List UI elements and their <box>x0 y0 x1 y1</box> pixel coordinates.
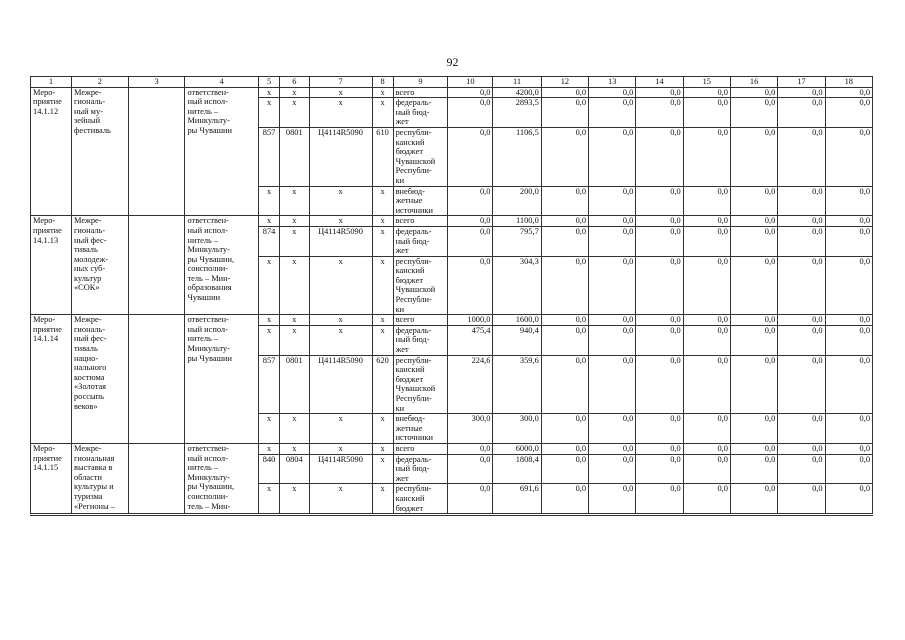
amount-cell: 0,0 <box>825 127 872 186</box>
amount-cell: 0,0 <box>636 325 683 355</box>
amount-cell: 0,0 <box>778 325 825 355</box>
amount-cell: 0,0 <box>683 127 730 186</box>
code-target-article: x <box>309 414 372 444</box>
amount-cell: 0,0 <box>541 443 588 454</box>
code-target-article: x <box>309 256 372 315</box>
amount-cell: 200,0 <box>493 186 541 216</box>
amount-cell: 0,0 <box>683 414 730 444</box>
measure-name: Межре- гиональ- ный фес- тиваль нацио- нального костюма «Золотая россыпь веков» <box>71 315 128 444</box>
amount-cell: 475,4 <box>448 325 493 355</box>
code-target-article: Ц4114R5090 <box>309 454 372 484</box>
funding-source: всего <box>393 443 448 454</box>
column-number: 2 <box>71 77 128 88</box>
amount-cell: 0,0 <box>636 454 683 484</box>
amount-cell: 0,0 <box>589 414 636 444</box>
measure-code: Меро- приятие 14.1.13 <box>31 216 72 315</box>
empty-cell <box>128 315 185 444</box>
amount-cell: 0,0 <box>778 98 825 128</box>
amount-cell: 0,0 <box>636 315 683 326</box>
amount-cell: 2893,5 <box>493 98 541 128</box>
amount-cell: 0,0 <box>636 484 683 514</box>
code-expense-type: x <box>372 454 393 484</box>
code-grbs: 840 <box>259 454 280 484</box>
amount-cell: 0,0 <box>541 484 588 514</box>
funding-source: федераль- ный бюд- жет <box>393 98 448 128</box>
page-number: 92 <box>446 55 459 69</box>
code-target-article: Ц4114R5090 <box>309 226 372 256</box>
amount-cell: 1100,0 <box>493 216 541 227</box>
empty-cell <box>128 87 185 216</box>
column-number: 15 <box>683 77 730 88</box>
measure-code: Меро- приятие 14.1.12 <box>31 87 72 216</box>
amount-cell: 0,0 <box>683 443 730 454</box>
amount-cell: 0,0 <box>730 216 777 227</box>
amount-cell: 0,0 <box>636 226 683 256</box>
amount-cell: 1600,0 <box>493 315 541 326</box>
code-target-article: x <box>309 325 372 355</box>
amount-cell: 1808,4 <box>493 454 541 484</box>
code-expense-type: x <box>372 325 393 355</box>
amount-cell: 0,0 <box>825 98 872 128</box>
amount-cell: 0,0 <box>636 98 683 128</box>
column-number-row <box>31 77 873 88</box>
amount-cell: 0,0 <box>589 454 636 484</box>
code-grbs: x <box>259 87 280 98</box>
column-number: 6 <box>280 77 309 88</box>
amount-cell: 0,0 <box>636 443 683 454</box>
amount-cell: 0,0 <box>730 87 777 98</box>
table-row <box>31 87 873 98</box>
code-section: 0801 <box>280 127 309 186</box>
code-expense-type: x <box>372 256 393 315</box>
amount-cell: 0,0 <box>448 127 493 186</box>
code-expense-type: x <box>372 87 393 98</box>
code-section: x <box>280 414 309 444</box>
amount-cell: 0,0 <box>778 414 825 444</box>
code-expense-type: x <box>372 414 393 444</box>
amount-cell: 0,0 <box>730 443 777 454</box>
amount-cell: 0,0 <box>683 454 730 484</box>
amount-cell: 0,0 <box>778 355 825 414</box>
amount-cell: 0,0 <box>683 256 730 315</box>
code-section: x <box>280 443 309 454</box>
amount-cell: 0,0 <box>589 443 636 454</box>
amount-cell: 1000,0 <box>448 315 493 326</box>
column-number: 1 <box>31 77 72 88</box>
code-grbs: 874 <box>259 226 280 256</box>
executor: ответствен- ный испол- нитель – Минкульту- ры Чувашии <box>185 87 259 216</box>
code-target-article: x <box>309 186 372 216</box>
amount-cell: 0,0 <box>448 216 493 227</box>
code-grbs: x <box>259 256 280 315</box>
table-body <box>31 77 873 514</box>
funding-source: республи- канский бюджет Чувашской Республи- ки <box>393 256 448 315</box>
code-target-article: x <box>309 443 372 454</box>
amount-cell: 0,0 <box>825 443 872 454</box>
amount-cell: 1106,5 <box>493 127 541 186</box>
amount-cell: 0,0 <box>683 87 730 98</box>
amount-cell: 0,0 <box>730 226 777 256</box>
code-expense-type: x <box>372 484 393 514</box>
amount-cell: 0,0 <box>541 127 588 186</box>
column-number: 7 <box>309 77 372 88</box>
amount-cell: 224,6 <box>448 355 493 414</box>
amount-cell: 0,0 <box>825 256 872 315</box>
amount-cell: 0,0 <box>730 256 777 315</box>
amount-cell: 0,0 <box>778 186 825 216</box>
code-grbs: x <box>259 216 280 227</box>
amount-cell: 0,0 <box>589 127 636 186</box>
code-grbs: x <box>259 186 280 216</box>
amount-cell: 0,0 <box>448 443 493 454</box>
amount-cell: 0,0 <box>825 414 872 444</box>
amount-cell: 0,0 <box>730 454 777 484</box>
amount-cell: 0,0 <box>636 186 683 216</box>
amount-cell: 0,0 <box>730 315 777 326</box>
column-number: 4 <box>185 77 259 88</box>
amount-cell: 0,0 <box>778 226 825 256</box>
code-expense-type: x <box>372 98 393 128</box>
code-grbs: 857 <box>259 355 280 414</box>
code-grbs: x <box>259 315 280 326</box>
amount-cell: 0,0 <box>778 443 825 454</box>
funding-source: республи- канский бюджет <box>393 484 448 514</box>
amount-cell: 0,0 <box>825 216 872 227</box>
amount-cell: 0,0 <box>683 186 730 216</box>
amount-cell: 691,6 <box>493 484 541 514</box>
amount-cell: 0,0 <box>589 315 636 326</box>
amount-cell: 0,0 <box>541 98 588 128</box>
funding-source: внебюд- жетные источники <box>393 414 448 444</box>
amount-cell: 0,0 <box>589 325 636 355</box>
amount-cell: 0,0 <box>730 186 777 216</box>
measure-code: Меро- приятие 14.1.15 <box>31 443 72 513</box>
amount-cell: 0,0 <box>636 127 683 186</box>
amount-cell: 0,0 <box>589 216 636 227</box>
amount-cell: 0,0 <box>589 87 636 98</box>
measure-name: Межре- гиональная выставка в области культуры и туризма «Регионы – <box>71 443 128 513</box>
code-grbs: x <box>259 414 280 444</box>
bottom-rule <box>30 515 873 516</box>
amount-cell: 0,0 <box>730 325 777 355</box>
code-target-article: x <box>309 87 372 98</box>
column-number: 11 <box>493 77 541 88</box>
amount-cell: 0,0 <box>636 355 683 414</box>
funding-source: внебюд- жетные источники <box>393 186 448 216</box>
column-number: 16 <box>730 77 777 88</box>
column-number: 3 <box>128 77 185 88</box>
amount-cell: 0,0 <box>541 454 588 484</box>
measure-name: Межре- гиональ- ный фес- тиваль молодеж- ных суб- культур «СОК» <box>71 216 128 315</box>
amount-cell: 0,0 <box>825 186 872 216</box>
code-section: x <box>280 87 309 98</box>
amount-cell: 0,0 <box>541 315 588 326</box>
amount-cell: 0,0 <box>448 454 493 484</box>
empty-cell <box>128 216 185 315</box>
column-number: 8 <box>372 77 393 88</box>
code-expense-type: x <box>372 315 393 326</box>
amount-cell: 0,0 <box>825 355 872 414</box>
amount-cell: 940,4 <box>493 325 541 355</box>
amount-cell: 4200,0 <box>493 87 541 98</box>
executor: ответствен- ный испол- нитель – Минкульту- ры Чувашии, соисполни- тель – Мин- <box>185 443 259 513</box>
amount-cell: 0,0 <box>589 484 636 514</box>
code-expense-type: 620 <box>372 355 393 414</box>
amount-cell: 0,0 <box>589 355 636 414</box>
amount-cell: 0,0 <box>636 414 683 444</box>
amount-cell: 0,0 <box>825 315 872 326</box>
amount-cell: 0,0 <box>730 484 777 514</box>
code-grbs: 857 <box>259 127 280 186</box>
code-target-article: Ц4114R5090 <box>309 355 372 414</box>
funding-source: федераль- ный бюд- жет <box>393 325 448 355</box>
amount-cell: 0,0 <box>541 226 588 256</box>
amount-cell: 6000,0 <box>493 443 541 454</box>
amount-cell: 0,0 <box>778 127 825 186</box>
code-section: x <box>280 226 309 256</box>
amount-cell: 0,0 <box>589 256 636 315</box>
amount-cell: 0,0 <box>448 226 493 256</box>
amount-cell: 795,7 <box>493 226 541 256</box>
amount-cell: 304,3 <box>493 256 541 315</box>
executor: ответствен- ный испол- нитель – Минкульту- ры Чувашии, соисполни- тель – Мин- образования Чувашии <box>185 216 259 315</box>
amount-cell: 0,0 <box>448 87 493 98</box>
code-target-article: x <box>309 216 372 227</box>
amount-cell: 0,0 <box>448 98 493 128</box>
code-target-article: x <box>309 98 372 128</box>
code-section: x <box>280 216 309 227</box>
column-number: 14 <box>636 77 683 88</box>
amount-cell: 0,0 <box>541 355 588 414</box>
amount-cell: 0,0 <box>730 414 777 444</box>
amount-cell: 0,0 <box>730 127 777 186</box>
amount-cell: 0,0 <box>448 484 493 514</box>
measure-code: Меро- приятие 14.1.14 <box>31 315 72 444</box>
amount-cell: 300,0 <box>493 414 541 444</box>
code-expense-type: x <box>372 443 393 454</box>
column-number: 9 <box>393 77 448 88</box>
amount-cell: 0,0 <box>589 98 636 128</box>
code-target-article: x <box>309 315 372 326</box>
amount-cell: 300,0 <box>448 414 493 444</box>
table-row <box>31 443 873 454</box>
empty-cell <box>128 443 185 513</box>
amount-cell: 0,0 <box>683 226 730 256</box>
amount-cell: 0,0 <box>683 355 730 414</box>
funding-source: федераль- ный бюд- жет <box>393 226 448 256</box>
code-section: x <box>280 484 309 514</box>
amount-cell: 0,0 <box>448 256 493 315</box>
column-number: 12 <box>541 77 588 88</box>
code-grbs: x <box>259 325 280 355</box>
amount-cell: 0,0 <box>683 325 730 355</box>
code-expense-type: x <box>372 226 393 256</box>
code-expense-type: x <box>372 216 393 227</box>
code-section: x <box>280 325 309 355</box>
code-target-article: x <box>309 484 372 514</box>
amount-cell: 0,0 <box>589 226 636 256</box>
amount-cell: 359,6 <box>493 355 541 414</box>
funding-source: всего <box>393 87 448 98</box>
amount-cell: 0,0 <box>589 186 636 216</box>
amount-cell: 0,0 <box>778 315 825 326</box>
amount-cell: 0,0 <box>825 484 872 514</box>
column-number: 17 <box>778 77 825 88</box>
amount-cell: 0,0 <box>541 216 588 227</box>
code-section: 0801 <box>280 355 309 414</box>
amount-cell: 0,0 <box>683 216 730 227</box>
amount-cell: 0,0 <box>730 355 777 414</box>
amount-cell: 0,0 <box>825 454 872 484</box>
executor: ответствен- ный испол- нитель – Минкульту- ры Чувашии <box>185 315 259 444</box>
column-number: 13 <box>589 77 636 88</box>
measure-name: Межре- гиональ- ный му- зейный фестиваль <box>71 87 128 216</box>
code-grbs: x <box>259 443 280 454</box>
funding-source: республи- канский бюджет Чувашской Республи- ки <box>393 355 448 414</box>
column-number: 18 <box>825 77 872 88</box>
column-number: 5 <box>259 77 280 88</box>
amount-cell: 0,0 <box>730 98 777 128</box>
code-section: x <box>280 256 309 315</box>
budget-table <box>30 76 873 514</box>
code-section: x <box>280 186 309 216</box>
amount-cell: 0,0 <box>683 315 730 326</box>
amount-cell: 0,0 <box>541 186 588 216</box>
amount-cell: 0,0 <box>541 256 588 315</box>
code-expense-type: 610 <box>372 127 393 186</box>
amount-cell: 0,0 <box>541 87 588 98</box>
amount-cell: 0,0 <box>825 87 872 98</box>
funding-source: всего <box>393 315 448 326</box>
code-target-article: Ц4114R5090 <box>309 127 372 186</box>
code-expense-type: x <box>372 186 393 216</box>
amount-cell: 0,0 <box>636 216 683 227</box>
amount-cell: 0,0 <box>778 454 825 484</box>
code-section: x <box>280 98 309 128</box>
funding-source: всего <box>393 216 448 227</box>
funding-source: республи- канский бюджет Чувашской Республи- ки <box>393 127 448 186</box>
amount-cell: 0,0 <box>636 87 683 98</box>
column-number: 10 <box>448 77 493 88</box>
funding-source: федераль- ный бюд- жет <box>393 454 448 484</box>
code-grbs: x <box>259 98 280 128</box>
table-row <box>31 315 873 326</box>
amount-cell: 0,0 <box>778 216 825 227</box>
amount-cell: 0,0 <box>825 325 872 355</box>
amount-cell: 0,0 <box>541 325 588 355</box>
amount-cell: 0,0 <box>825 226 872 256</box>
amount-cell: 0,0 <box>541 414 588 444</box>
amount-cell: 0,0 <box>448 186 493 216</box>
code-grbs: x <box>259 484 280 514</box>
table-row <box>31 216 873 227</box>
amount-cell: 0,0 <box>636 256 683 315</box>
amount-cell: 0,0 <box>778 87 825 98</box>
amount-cell: 0,0 <box>778 256 825 315</box>
amount-cell: 0,0 <box>683 98 730 128</box>
amount-cell: 0,0 <box>683 484 730 514</box>
code-section: x <box>280 315 309 326</box>
code-section: 0804 <box>280 454 309 484</box>
amount-cell: 0,0 <box>778 484 825 514</box>
